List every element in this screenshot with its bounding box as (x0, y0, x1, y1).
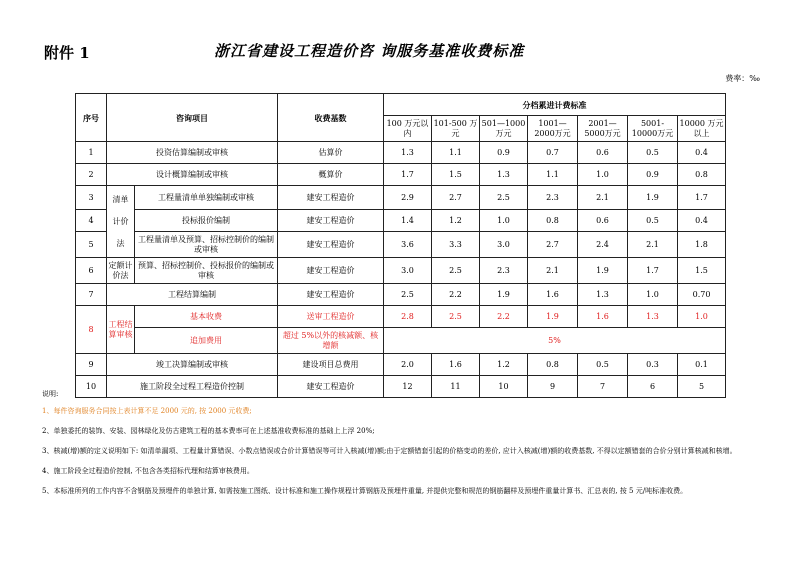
cell: 0.6 (578, 142, 628, 164)
row-base: 建安工程造价 (278, 210, 384, 232)
cell: 2.5 (432, 306, 480, 328)
row-base: 建安工程造价 (278, 284, 384, 306)
row-base: 建安工程造价 (278, 232, 384, 258)
group-qingdan-line: 计价 (112, 216, 129, 226)
row-base: 送审工程造价 (278, 306, 384, 328)
cell: 1.6 (528, 284, 578, 306)
cell: 0.9 (480, 142, 528, 164)
cell: 1.3 (578, 284, 628, 306)
note-1: 1、每件咨询服务合同按上表计算不足 2000 元的, 按 2000 元收费; (42, 407, 252, 415)
cell: 0.70 (678, 284, 726, 306)
cell: 2.2 (480, 306, 528, 328)
cell: 2.3 (480, 258, 528, 284)
row-item: 基本收费 (135, 306, 278, 328)
cell: 1.4 (384, 210, 432, 232)
row-item: 工程结算编制 (107, 284, 278, 306)
cell: 0.8 (528, 210, 578, 232)
cell: 9 (528, 376, 578, 398)
cell: 0.5 (578, 354, 628, 376)
row-no: 9 (76, 354, 107, 376)
cell: 1.9 (528, 306, 578, 328)
cell: 1.5 (432, 164, 480, 186)
row-base: 超过 5%以外的核减额、核增额 (278, 328, 384, 354)
cell: 1.0 (678, 306, 726, 328)
cell: 0.4 (678, 142, 726, 164)
group-qingdan (107, 186, 135, 258)
cell: 1.9 (628, 186, 678, 210)
header-tier: 分档累进计费标准 (384, 94, 726, 116)
cell: 2.9 (384, 186, 432, 210)
cell: 12 (384, 376, 432, 398)
cell: 2.8 (384, 306, 432, 328)
row-no: 1 (76, 142, 107, 164)
cell: 1.9 (480, 284, 528, 306)
cell: 1.9 (578, 258, 628, 284)
cell: 1.0 (628, 284, 678, 306)
row-base: 建设项目总费用 (278, 354, 384, 376)
tier-1: 100 万元以内 (384, 116, 432, 142)
table-row (76, 284, 726, 306)
fee-table (75, 93, 726, 398)
cell: 2.1 (628, 232, 678, 258)
cell: 1.7 (384, 164, 432, 186)
cell: 2.7 (432, 186, 480, 210)
cell: 3.3 (432, 232, 480, 258)
cell: 10 (480, 376, 528, 398)
group-qingdan-line: 法 (116, 238, 125, 248)
row-no: 4 (76, 210, 107, 232)
row-no: 3 (76, 186, 107, 210)
tier-6: 5001-10000万元 (628, 116, 678, 142)
cell: 3.0 (480, 232, 528, 258)
row-no: 7 (76, 284, 107, 306)
row-item: 工程量清单单独编制或审核 (135, 186, 278, 210)
cell: 1.2 (480, 354, 528, 376)
cell: 2.1 (528, 258, 578, 284)
row-base: 估算价 (278, 142, 384, 164)
cell: 0.6 (578, 210, 628, 232)
row-item: 投标报价编制 (135, 210, 278, 232)
cell: 1.6 (578, 306, 628, 328)
cell: 3.6 (384, 232, 432, 258)
tier-5: 2001—5000万元 (578, 116, 628, 142)
cell: 2.7 (528, 232, 578, 258)
row-no: 8 (76, 306, 107, 354)
cell: 1.0 (480, 210, 528, 232)
rate-unit: 费率：‰ (725, 74, 760, 83)
cell: 0.5 (628, 210, 678, 232)
group-dinge: 定额计价法 (107, 258, 135, 284)
cell: 2.2 (432, 284, 480, 306)
group-jiesuan: 工程结算审核 (107, 306, 135, 354)
note-5: 5、本标准所列的工作内容不含钢筋及预埋件的单独计算, 如需按施工图纸、设计标准和施工操作规程计算钢筋及预埋件重量, 并提供完整和规范的钢筋翻样及预埋件重量计算书、汇总表的, 按 5 元/吨标准收费。 (42, 487, 688, 495)
row-item: 预算、招标控制价、投标报价的编制或审核 (135, 258, 278, 284)
cell: 11 (432, 376, 480, 398)
cell: 1.0 (578, 164, 628, 186)
note-2: 2、单独委托的装饰、安装、园林绿化及仿古建筑工程的基本费率可在上述基准收费标准的基础上上浮 20%; (42, 427, 375, 435)
cell: 6 (628, 376, 678, 398)
header-base: 收费基数 (278, 94, 384, 142)
table-row (76, 142, 726, 164)
cell: 0.8 (528, 354, 578, 376)
header-no: 序号 (76, 94, 107, 142)
page-title: 浙江省建设工程造价咨 询服务基准收费标准 (214, 42, 525, 60)
cell: 0.1 (678, 354, 726, 376)
table-row (76, 232, 726, 258)
row-base: 建安工程造价 (278, 186, 384, 210)
cell: 0.4 (678, 210, 726, 232)
cell: 2.3 (528, 186, 578, 210)
cell: 1.7 (678, 186, 726, 210)
cell: 1.1 (528, 164, 578, 186)
cell: 5% (384, 328, 726, 354)
row-item: 设计概算编制或审核 (107, 164, 278, 186)
cell: 2.5 (384, 284, 432, 306)
row-no: 2 (76, 164, 107, 186)
row-no: 5 (76, 232, 107, 258)
cell: 2.1 (578, 186, 628, 210)
cell: 2.5 (432, 258, 480, 284)
table-row (76, 186, 726, 210)
row-base: 建安工程造价 (278, 258, 384, 284)
row-item: 追加费用 (135, 328, 278, 354)
notes-label: 说明: (42, 390, 59, 398)
table-row (76, 328, 726, 354)
cell: 3.0 (384, 258, 432, 284)
cell: 0.5 (628, 142, 678, 164)
cell: 0.9 (628, 164, 678, 186)
tier-7: 10000 万元以上 (678, 116, 726, 142)
cell: 1.3 (628, 306, 678, 328)
tier-3: 501—1000万元 (480, 116, 528, 142)
note-3: 3、核减(增)额的定义说明如下: 如清单漏项、工程量计算错误、小数点错误或合价计算错误等可计入核减(增)额;由于定额错套引起的价格变动的差价, 应计入核减(增)额的收费基数, 不得以定额错套的合价分别计算核减和核增。 (42, 447, 737, 455)
header-item: 咨询项目 (107, 94, 278, 142)
cell: 1.8 (678, 232, 726, 258)
cell: 1.7 (628, 258, 678, 284)
row-item: 竣工决算编制或审核 (107, 354, 278, 376)
attachment-label: 附件 1 (44, 44, 90, 62)
cell: 5 (678, 376, 726, 398)
row-base: 概算价 (278, 164, 384, 186)
table-row (76, 164, 726, 186)
cell: 2.5 (480, 186, 528, 210)
cell: 1.3 (384, 142, 432, 164)
cell: 2.0 (384, 354, 432, 376)
cell: 1.3 (480, 164, 528, 186)
row-item: 施工阶段全过程工程造价控制 (107, 376, 278, 398)
cell: 0.8 (678, 164, 726, 186)
table-row (76, 354, 726, 376)
tier-4: 1001—2000万元 (528, 116, 578, 142)
row-base: 建安工程造价 (278, 376, 384, 398)
table-row (76, 210, 726, 232)
cell: 0.7 (528, 142, 578, 164)
table-row (76, 306, 726, 328)
cell: 0.3 (628, 354, 678, 376)
tier-2: 101-500 万元 (432, 116, 480, 142)
cell: 7 (578, 376, 628, 398)
cell: 1.1 (432, 142, 480, 164)
note-4: 4、施工阶段全过程造价控制, 不包含各类招标代理和结算审核费用。 (42, 467, 254, 475)
table-row (76, 258, 726, 284)
cell: 1.6 (432, 354, 480, 376)
row-no: 10 (76, 376, 107, 398)
row-item: 工程量清单及预算、招标控制价的编制或审核 (135, 232, 278, 258)
group-qingdan-line: 清单 (112, 194, 129, 204)
row-no: 6 (76, 258, 107, 284)
notes-section (42, 389, 772, 506)
cell: 1.5 (678, 258, 726, 284)
cell: 2.4 (578, 232, 628, 258)
cell: 1.2 (432, 210, 480, 232)
row-item: 投资估算编制或审核 (107, 142, 278, 164)
